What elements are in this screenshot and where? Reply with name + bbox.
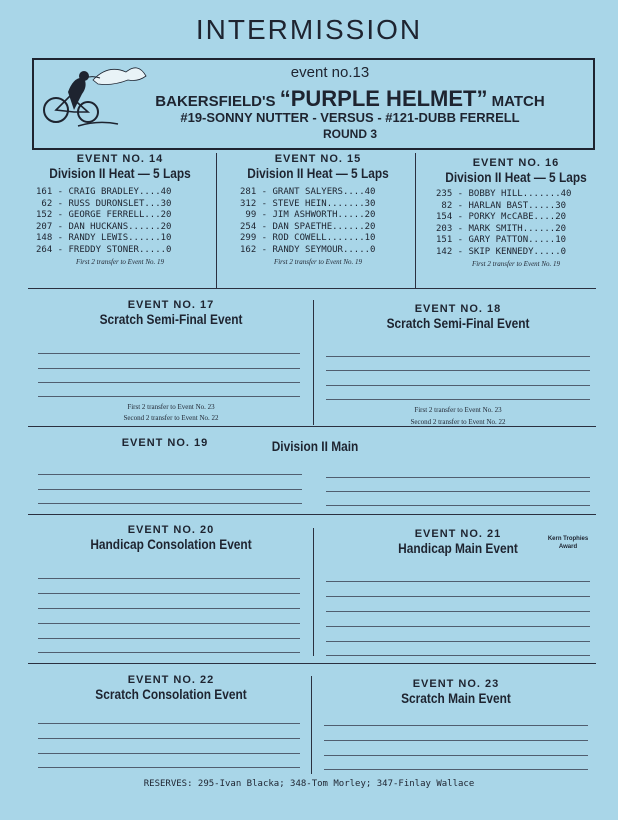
rider-entry: 151 - GARY PATTON.....10 — [436, 235, 567, 246]
write-in-line — [326, 626, 590, 627]
banner-round: ROUND 3 — [322, 127, 377, 141]
rider-entry: 203 - MARK SMITH......20 — [436, 223, 567, 234]
event-heading: EVENT NO. 21 — [414, 528, 502, 540]
section-divider — [28, 288, 596, 289]
write-in-line — [38, 578, 300, 579]
write-in-line — [38, 767, 300, 768]
event-heading: EVENT NO. 14 — [76, 153, 164, 165]
event-heading: EVENT NO. 18 — [414, 303, 502, 315]
write-in-line — [326, 370, 590, 371]
rider-entry: 161 - CRAIG BRADLEY....40 — [36, 187, 172, 197]
write-in-line — [38, 753, 300, 754]
write-in-line — [326, 581, 590, 582]
write-in-line — [38, 368, 300, 369]
write-in-line — [38, 353, 300, 354]
write-in-line — [38, 623, 300, 624]
event-19-heading: EVENT NO. 19 — [121, 437, 209, 449]
event-subtitle: Handicap Main Event — [398, 540, 518, 556]
write-in-line — [326, 655, 590, 656]
rider-entry: 207 - DAN HUCKANS......20 — [36, 221, 172, 232]
section-divider — [28, 426, 596, 427]
transfer-note: Second 2 transfer to Event No. 22 — [123, 414, 219, 422]
rider-entry: 148 - RANDY LEWIS......10 — [36, 233, 172, 244]
write-in-line — [38, 723, 300, 724]
event-heading: EVENT NO. 23 — [412, 678, 500, 690]
write-in-line — [324, 725, 588, 726]
event-heading: EVENT NO. 22 — [127, 674, 215, 686]
event-heading: EVENT NO. 17 — [127, 299, 215, 311]
write-in-line — [326, 491, 590, 492]
divider — [311, 676, 312, 774]
event-15-block — [228, 153, 408, 266]
write-in-line — [324, 740, 588, 741]
rider-entry: 264 - FREDDY STONER.....0 — [36, 244, 172, 255]
write-in-line — [38, 474, 302, 475]
event-19-subtitle: Division II Main — [271, 438, 359, 454]
event-subtitle: Division II Heat — 5 Laps — [247, 165, 389, 181]
write-in-line — [38, 608, 300, 609]
write-in-line — [38, 396, 300, 397]
write-in-line — [326, 611, 590, 612]
rider-entry: 82 - HARLAN BAST.....30 — [436, 200, 567, 211]
event-heading: EVENT NO. 15 — [274, 153, 362, 165]
rider-entry: 154 - PORKY McCABE....20 — [436, 212, 567, 223]
event-subtitle: Scratch Main Event — [401, 690, 511, 706]
write-in-line — [326, 505, 590, 506]
banner-event-number: event no.13 — [290, 64, 370, 81]
write-in-line — [38, 652, 300, 653]
rider-entry: 254 - DAN SPAETHE......20 — [240, 221, 376, 232]
write-in-line — [38, 593, 300, 594]
divider — [216, 153, 217, 288]
banner-match-name — [90, 86, 610, 112]
event-subtitle: Handicap Consolation Event — [90, 536, 252, 552]
award-note-line: Kern Trophies — [547, 536, 589, 542]
transfer-note: First 2 transfer to Event No. 23 — [414, 406, 502, 414]
rider-entry: 62 - RUSS DURONSLET...30 — [36, 198, 172, 209]
rider-entry: 162 - RANDY SEYMOUR.....0 — [240, 244, 376, 255]
event-22-block — [36, 674, 306, 702]
banner-name-suffix: MATCH — [491, 93, 545, 110]
event-20-block — [36, 524, 306, 552]
write-in-line — [38, 503, 302, 504]
divider — [415, 153, 416, 288]
write-in-line — [38, 638, 300, 639]
event-18-block — [322, 303, 594, 331]
rider-entry: 152 - GEORGE FERRELL...20 — [36, 210, 172, 221]
write-in-line — [38, 489, 302, 490]
rider-entry: 99 - JIM ASHWORTH.....20 — [240, 210, 376, 221]
section-divider — [28, 663, 596, 664]
event-23-block — [320, 678, 592, 706]
event-16-block — [426, 157, 606, 268]
rider-entry: 312 - STEVE HEIN.......30 — [240, 198, 376, 209]
event-subtitle: Scratch Consolation Event — [95, 686, 247, 702]
banner-name-prefix: BAKERSFIELD'S — [155, 93, 276, 110]
page-title: INTERMISSION — [195, 14, 423, 45]
award-note — [536, 535, 600, 551]
divider — [313, 528, 314, 656]
section-divider — [28, 514, 596, 515]
transfer-note: Second 2 transfer to Event No. 22 — [410, 418, 506, 426]
write-in-line — [324, 769, 588, 770]
write-in-line — [38, 382, 300, 383]
event-14-block — [30, 153, 210, 266]
event-subtitle: Scratch Semi-Final Event — [99, 311, 243, 327]
award-note-line: Award — [558, 544, 578, 550]
banner-name-main: “PURPLE HELMET” — [279, 86, 488, 111]
event-heading: EVENT NO. 20 — [127, 524, 215, 536]
write-in-line — [38, 738, 300, 739]
banner-matchup: #19-SONNY NUTTER - VERSUS - #121-DUBB FERRELL — [180, 110, 520, 125]
rider-entry: 235 - BOBBY HILL.......40 — [436, 189, 572, 199]
reserves-line: RESERVES: 295-Ivan Blacka; 348-Tom Morley; 347-Finlay Wallace — [143, 779, 475, 789]
event-subtitle: Scratch Semi-Final Event — [386, 315, 530, 331]
write-in-line — [324, 755, 588, 756]
write-in-line — [326, 477, 590, 478]
transfer-note: First 2 transfer to Event No. 19 — [75, 257, 165, 266]
rider-entry: 299 - ROD COWELL.......10 — [240, 233, 376, 244]
transfer-note: First 2 transfer to Event No. 23 — [127, 403, 215, 411]
event-heading: EVENT NO. 16 — [472, 157, 560, 169]
write-in-line — [326, 596, 590, 597]
write-in-line — [326, 356, 590, 357]
rider-entry: 281 - GRANT SALYERS....40 — [240, 187, 376, 197]
event-17-block — [36, 299, 306, 327]
write-in-line — [326, 399, 590, 400]
write-in-line — [326, 385, 590, 386]
transfer-note: First 2 transfer to Event No. 19 — [471, 259, 561, 268]
rider-entry: 142 - SKIP KENNEDY.....0 — [436, 246, 567, 257]
write-in-line — [326, 641, 590, 642]
event-subtitle: Division II Heat — 5 Laps — [445, 169, 587, 185]
divider — [313, 300, 314, 425]
transfer-note: First 2 transfer to Event No. 19 — [273, 257, 363, 266]
event-subtitle: Division II Heat — 5 Laps — [49, 165, 191, 181]
